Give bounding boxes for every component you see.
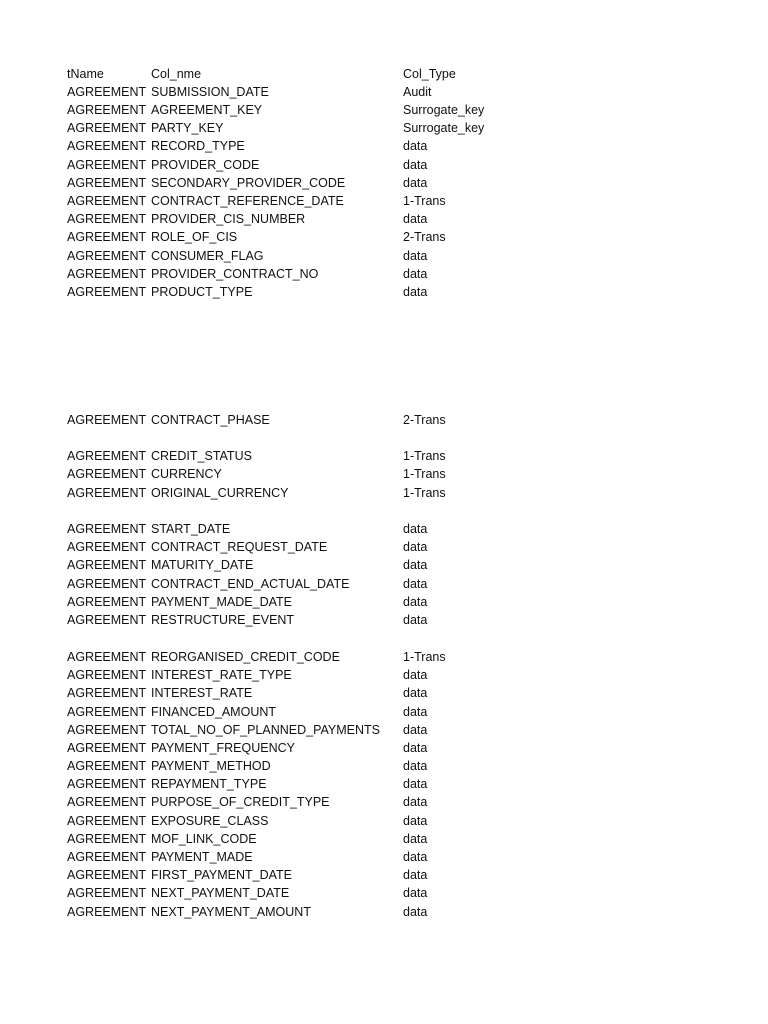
- cell-col-nme: NEXT_PAYMENT_DATE: [151, 886, 290, 900]
- table-row: [0, 866, 768, 884]
- cell-tname: AGREEMENT: [67, 139, 147, 153]
- cell-col-nme: PARTY_KEY: [151, 121, 224, 135]
- cell-tname: AGREEMENT: [67, 814, 147, 828]
- cell-col-type: data: [403, 249, 428, 263]
- cell-col-nme: INTEREST_RATE_TYPE: [151, 668, 292, 682]
- cell-tname: AGREEMENT: [67, 194, 147, 208]
- cell-tname: AGREEMENT: [67, 723, 147, 737]
- cell-col-type: data: [403, 540, 428, 554]
- table-row: [0, 137, 768, 155]
- cell-col-nme: SECONDARY_PROVIDER_CODE: [151, 176, 346, 190]
- cell-col-type: data: [403, 139, 428, 153]
- table-row: [0, 848, 768, 866]
- cell-tname: AGREEMENT: [67, 850, 147, 864]
- cell-tname: AGREEMENT: [67, 413, 147, 427]
- cell-col-type: data: [403, 705, 428, 719]
- cell-tname: AGREEMENT: [67, 795, 147, 809]
- cell-col-type: data: [403, 158, 428, 172]
- table-row: [0, 156, 768, 174]
- cell-col-nme: CONTRACT_REFERENCE_DATE: [151, 194, 344, 208]
- table-row: [0, 484, 768, 502]
- cell-col-nme: INTEREST_RATE: [151, 686, 253, 700]
- table-row: [0, 666, 768, 684]
- table-row: [0, 538, 768, 556]
- cell-col-nme: EXPOSURE_CLASS: [151, 814, 269, 828]
- cell-tname: AGREEMENT: [67, 540, 147, 554]
- table-row: [0, 265, 768, 283]
- cell-tname: AGREEMENT: [67, 777, 147, 791]
- cell-tname: AGREEMENT: [67, 650, 147, 664]
- cell-col-type: data: [403, 777, 428, 791]
- cell-col-nme: CONSUMER_FLAG: [151, 249, 264, 263]
- table-row: [0, 703, 768, 721]
- cell-col-nme: PAYMENT_MADE: [151, 850, 253, 864]
- cell-tname: AGREEMENT: [67, 249, 147, 263]
- table-row: [0, 465, 768, 483]
- cell-col-type: 1-Trans: [403, 650, 446, 664]
- cell-tname: AGREEMENT: [67, 558, 147, 572]
- header-row: [0, 65, 768, 83]
- table-row: [0, 174, 768, 192]
- table-row: [0, 739, 768, 757]
- cell-tname: AGREEMENT: [67, 467, 147, 481]
- table-row: [0, 812, 768, 830]
- cell-tname: AGREEMENT: [67, 158, 147, 172]
- cell-col-nme: PAYMENT_FREQUENCY: [151, 741, 296, 755]
- table-row: [0, 775, 768, 793]
- table-row: [0, 210, 768, 228]
- cell-tname: AGREEMENT: [67, 121, 147, 135]
- cell-tname: AGREEMENT: [67, 832, 147, 846]
- cell-col-type: 2-Trans: [403, 413, 446, 427]
- cell-tname: AGREEMENT: [67, 522, 147, 536]
- header-tname: tName: [67, 67, 104, 81]
- cell-col-type: 1-Trans: [403, 449, 446, 463]
- cell-col-type: data: [403, 723, 428, 737]
- cell-tname: AGREEMENT: [67, 85, 147, 99]
- cell-col-type: data: [403, 176, 428, 190]
- cell-tname: AGREEMENT: [67, 212, 147, 226]
- cell-col-type: Surrogate_key: [403, 121, 485, 135]
- cell-col-nme: CONTRACT_END_ACTUAL_DATE: [151, 577, 350, 591]
- cell-col-type: 1-Trans: [403, 467, 446, 481]
- cell-col-nme: REPAYMENT_TYPE: [151, 777, 267, 791]
- cell-tname: AGREEMENT: [67, 577, 147, 591]
- cell-col-nme: MOF_LINK_CODE: [151, 832, 257, 846]
- cell-col-nme: PURPOSE_OF_CREDIT_TYPE: [151, 795, 330, 809]
- cell-col-nme: NEXT_PAYMENT_AMOUNT: [151, 905, 311, 919]
- table-row: [0, 411, 768, 429]
- cell-col-type: data: [403, 595, 428, 609]
- table-row: [0, 83, 768, 101]
- table-row: [0, 520, 768, 538]
- cell-col-nme: PROVIDER_CODE: [151, 158, 260, 172]
- cell-col-nme: FINANCED_AMOUNT: [151, 705, 277, 719]
- table-row: [0, 830, 768, 848]
- cell-col-type: data: [403, 686, 428, 700]
- cell-col-nme: PRODUCT_TYPE: [151, 285, 253, 299]
- cell-col-nme: CREDIT_STATUS: [151, 449, 252, 463]
- table-row: [0, 793, 768, 811]
- cell-tname: AGREEMENT: [67, 759, 147, 773]
- cell-tname: AGREEMENT: [67, 668, 147, 682]
- cell-col-nme: PAYMENT_MADE_DATE: [151, 595, 292, 609]
- cell-col-nme: AGREEMENT_KEY: [151, 103, 263, 117]
- cell-col-nme: TOTAL_NO_OF_PLANNED_PAYMENTS: [151, 723, 380, 737]
- cell-col-nme: RESTRUCTURE_EVENT: [151, 613, 295, 627]
- table-row: [0, 228, 768, 246]
- table-row: [0, 684, 768, 702]
- table-row: [0, 247, 768, 265]
- cell-col-nme: SUBMISSION_DATE: [151, 85, 269, 99]
- cell-col-type: 2-Trans: [403, 230, 446, 244]
- cell-col-type: data: [403, 668, 428, 682]
- cell-col-nme: PROVIDER_CONTRACT_NO: [151, 267, 319, 281]
- cell-col-nme: MATURITY_DATE: [151, 558, 254, 572]
- cell-col-type: data: [403, 905, 428, 919]
- cell-col-type: data: [403, 814, 428, 828]
- cell-col-type: data: [403, 850, 428, 864]
- cell-col-nme: PAYMENT_METHOD: [151, 759, 271, 773]
- cell-tname: AGREEMENT: [67, 686, 147, 700]
- cell-col-nme: ORIGINAL_CURRENCY: [151, 486, 289, 500]
- table-row: [0, 884, 768, 902]
- cell-col-type: data: [403, 212, 428, 226]
- cell-tname: AGREEMENT: [67, 449, 147, 463]
- cell-col-nme: ROLE_OF_CIS: [151, 230, 238, 244]
- cell-col-type: data: [403, 832, 428, 846]
- cell-col-type: 1-Trans: [403, 486, 446, 500]
- cell-tname: AGREEMENT: [67, 285, 147, 299]
- cell-col-type: data: [403, 886, 428, 900]
- header-col-type: Col_Type: [403, 67, 456, 81]
- table-row: [0, 721, 768, 739]
- header-col-nme: Col_nme: [151, 67, 202, 81]
- cell-col-nme: CURRENCY: [151, 467, 222, 481]
- table-row: [0, 283, 768, 301]
- cell-col-type: data: [403, 522, 428, 536]
- cell-tname: AGREEMENT: [67, 868, 147, 882]
- cell-tname: AGREEMENT: [67, 230, 147, 244]
- table-row: [0, 101, 768, 119]
- cell-tname: AGREEMENT: [67, 613, 147, 627]
- cell-tname: AGREEMENT: [67, 176, 147, 190]
- cell-col-type: data: [403, 868, 428, 882]
- table-row: [0, 593, 768, 611]
- table-row: [0, 192, 768, 210]
- cell-col-type: Surrogate_key: [403, 103, 485, 117]
- cell-col-type: data: [403, 577, 428, 591]
- cell-tname: AGREEMENT: [67, 905, 147, 919]
- cell-col-type: data: [403, 741, 428, 755]
- cell-tname: AGREEMENT: [67, 886, 147, 900]
- cell-col-type: data: [403, 759, 428, 773]
- cell-tname: AGREEMENT: [67, 741, 147, 755]
- table-row: [0, 611, 768, 629]
- cell-col-nme: CONTRACT_PHASE: [151, 413, 270, 427]
- cell-col-nme: RECORD_TYPE: [151, 139, 245, 153]
- table-row: [0, 119, 768, 137]
- cell-col-type: data: [403, 795, 428, 809]
- table-row: [0, 447, 768, 465]
- table-row: [0, 757, 768, 775]
- cell-tname: AGREEMENT: [67, 486, 147, 500]
- table-row: [0, 903, 768, 921]
- cell-tname: AGREEMENT: [67, 595, 147, 609]
- cell-tname: AGREEMENT: [67, 103, 147, 117]
- cell-tname: AGREEMENT: [67, 267, 147, 281]
- cell-col-type: data: [403, 285, 428, 299]
- table-row: [0, 556, 768, 574]
- cell-col-nme: REORGANISED_CREDIT_CODE: [151, 650, 340, 664]
- cell-col-type: 1-Trans: [403, 194, 446, 208]
- table-row: [0, 648, 768, 666]
- cell-col-nme: FIRST_PAYMENT_DATE: [151, 868, 292, 882]
- cell-col-type: Audit: [403, 85, 432, 99]
- table-row: [0, 575, 768, 593]
- cell-col-nme: START_DATE: [151, 522, 231, 536]
- cell-col-nme: PROVIDER_CIS_NUMBER: [151, 212, 306, 226]
- cell-col-nme: CONTRACT_REQUEST_DATE: [151, 540, 328, 554]
- cell-col-type: data: [403, 267, 428, 281]
- cell-col-type: data: [403, 558, 428, 572]
- cell-tname: AGREEMENT: [67, 705, 147, 719]
- cell-col-type: data: [403, 613, 428, 627]
